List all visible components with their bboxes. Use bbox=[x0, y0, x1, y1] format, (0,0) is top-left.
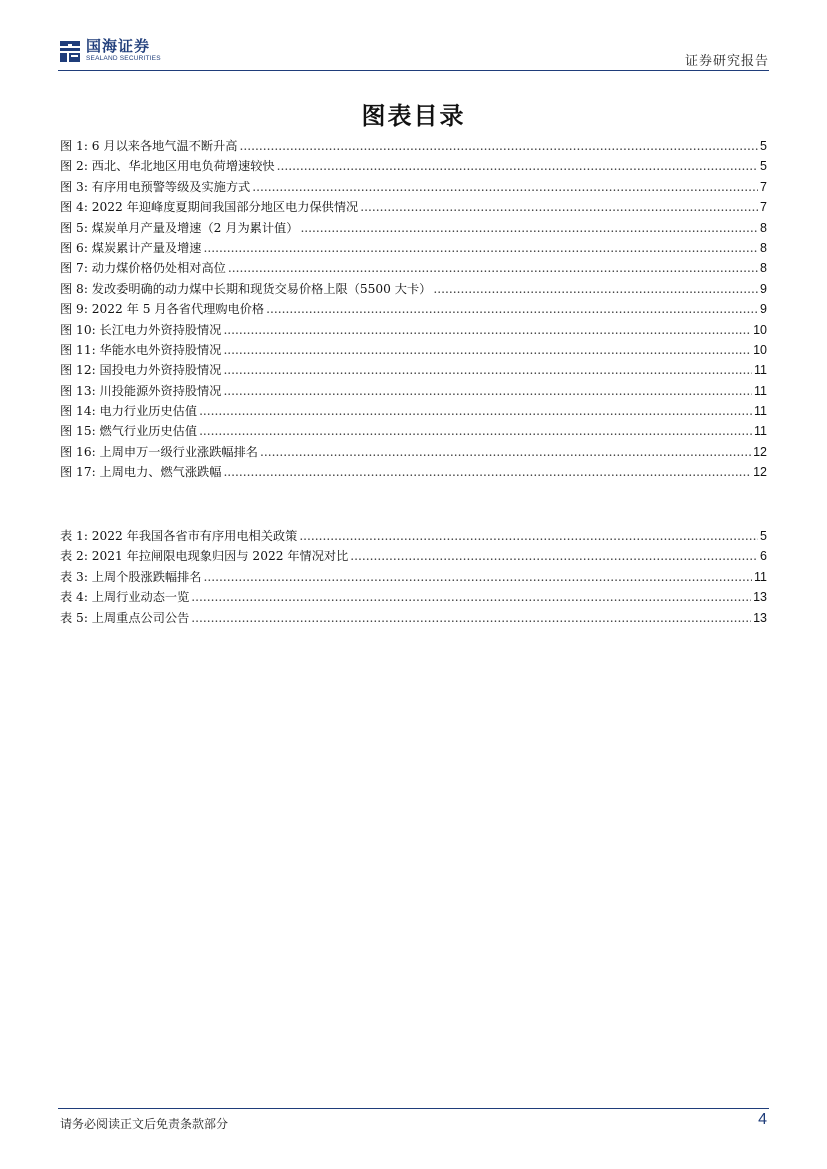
toc-entry[interactable] bbox=[60, 239, 767, 259]
toc-leader-dots bbox=[203, 241, 758, 255]
toc-entry[interactable] bbox=[60, 609, 767, 629]
toc-leader-dots bbox=[299, 529, 758, 543]
toc-entry[interactable] bbox=[60, 137, 767, 157]
toc-entry[interactable] bbox=[60, 300, 767, 320]
toc-entry-label: 表 4: 上周行业动态一览 bbox=[60, 590, 190, 605]
toc-leader-dots bbox=[223, 384, 752, 398]
toc-entry[interactable] bbox=[60, 402, 767, 422]
toc-entry[interactable] bbox=[60, 547, 767, 567]
header-divider bbox=[58, 70, 769, 71]
toc-entry-label: 图 3: 有序用电预警等级及实施方式 bbox=[60, 179, 251, 194]
toc-entry-page: 9 bbox=[760, 281, 767, 296]
toc-entry-label: 图 11: 华能水电外资持股情况 bbox=[60, 342, 222, 357]
toc-entry-label: 表 3: 上周个股涨跌幅排名 bbox=[60, 569, 202, 584]
sealand-logo-icon bbox=[58, 38, 82, 64]
toc-leader-dots bbox=[260, 445, 751, 459]
toc-entry-label: 图 9: 2022 年 5 月各省代理购电价格 bbox=[60, 302, 265, 317]
toc-entry[interactable] bbox=[60, 588, 767, 608]
toc-entry-label: 图 2: 西北、华北地区用电负荷增速较快 bbox=[60, 159, 275, 174]
toc-entry[interactable] bbox=[60, 463, 767, 483]
toc-entry-page: 7 bbox=[760, 179, 767, 194]
logo-chinese-name: 国海证券 bbox=[86, 37, 151, 56]
report-type-label: 证券研究报告 bbox=[684, 54, 769, 69]
toc-entry-page: 5 bbox=[760, 159, 767, 174]
toc-entry[interactable] bbox=[60, 219, 767, 239]
toc-entry-label: 表 5: 上周重点公司公告 bbox=[60, 610, 190, 625]
toc-entry[interactable] bbox=[60, 178, 767, 198]
toc-entry-label: 图 10: 长江电力外资持股情况 bbox=[60, 322, 222, 337]
company-logo bbox=[58, 38, 161, 64]
toc-leader-dots bbox=[223, 465, 751, 479]
toc-leader-dots bbox=[223, 363, 752, 377]
toc-leader-dots bbox=[300, 221, 758, 235]
toc-leader-dots bbox=[223, 343, 751, 357]
toc-leader-dots bbox=[240, 139, 759, 153]
toc-entry-page: 11 bbox=[754, 404, 767, 419]
toc-entry-page: 11 bbox=[754, 363, 767, 378]
toc-entry[interactable] bbox=[60, 157, 767, 177]
page-title: 图表目录 bbox=[361, 102, 466, 130]
toc-entry-page: 11 bbox=[754, 383, 767, 398]
toc-entry[interactable] bbox=[60, 443, 767, 463]
toc-leader-dots bbox=[199, 404, 752, 418]
toc-entry-label: 图 13: 川投能源外资持股情况 bbox=[60, 383, 222, 398]
toc-entry[interactable] bbox=[60, 568, 767, 588]
toc-entry-label: 图 5: 煤炭单月产量及增速（2 月为累计值） bbox=[60, 220, 299, 235]
toc-entry-label: 图 7: 动力煤价格仍处相对高位 bbox=[60, 261, 226, 276]
toc-entry-page: 10 bbox=[753, 322, 767, 337]
toc-leader-dots bbox=[199, 424, 752, 438]
toc-entry-page: 10 bbox=[753, 342, 767, 357]
toc-entry-label: 图 6: 煤炭累计产量及增速 bbox=[60, 240, 202, 255]
toc-entry[interactable] bbox=[60, 361, 767, 381]
toc-entry-page: 8 bbox=[760, 220, 767, 235]
toc-entry[interactable] bbox=[60, 259, 767, 279]
toc-entry[interactable] bbox=[60, 198, 767, 218]
toc-leader-dots bbox=[191, 611, 751, 625]
figure-list bbox=[60, 137, 767, 484]
toc-entry[interactable] bbox=[60, 321, 767, 341]
toc-entry[interactable] bbox=[60, 527, 767, 547]
toc-entry[interactable] bbox=[60, 382, 767, 402]
toc-leader-dots bbox=[223, 323, 751, 337]
toc-entry-page: 8 bbox=[760, 261, 767, 276]
footer-divider bbox=[58, 1108, 769, 1109]
toc-entry-page: 13 bbox=[753, 590, 767, 605]
toc-leader-dots bbox=[360, 200, 758, 214]
page-number: 4 bbox=[758, 1111, 767, 1128]
toc-entry-label: 图 14: 电力行业历史估值 bbox=[60, 404, 198, 419]
toc-entry-page: 13 bbox=[753, 610, 767, 625]
toc-entry-label: 图 4: 2022 年迎峰度夏期间我国部分地区电力保供情况 bbox=[60, 200, 359, 215]
toc-leader-dots bbox=[191, 590, 751, 604]
toc-entry-label: 图 17: 上周电力、燃气涨跌幅 bbox=[60, 465, 222, 480]
footer-disclaimer: 请务必阅读正文后免责条款部分 bbox=[60, 1117, 229, 1131]
toc-leader-dots bbox=[277, 159, 758, 173]
toc-entry-label: 表 2: 2021 年拉闸限电现象归因与 2022 年情况对比 bbox=[60, 549, 349, 564]
toc-leader-dots bbox=[203, 570, 752, 584]
toc-entry-page: 11 bbox=[754, 569, 767, 584]
toc-entry-page: 7 bbox=[760, 200, 767, 215]
toc-entry[interactable] bbox=[60, 341, 767, 361]
table-list bbox=[60, 527, 767, 629]
toc-leader-dots bbox=[252, 180, 758, 194]
toc-entry-page: 11 bbox=[754, 424, 767, 439]
toc-entry-page: 9 bbox=[760, 302, 767, 317]
toc-entry-label: 图 8: 发改委明确的动力煤中长期和现货交易价格上限（5500 大卡） bbox=[60, 281, 432, 296]
toc-entry-page: 5 bbox=[760, 529, 767, 543]
toc-entry-label: 图 12: 国投电力外资持股情况 bbox=[60, 363, 222, 378]
toc-entry-label: 图 16: 上周申万一级行业涨跌幅排名 bbox=[60, 444, 258, 459]
toc-entry-label: 图 15: 燃气行业历史估值 bbox=[60, 424, 198, 439]
toc-entry[interactable] bbox=[60, 422, 767, 442]
toc-leader-dots bbox=[433, 282, 758, 296]
toc-leader-dots bbox=[350, 549, 758, 563]
toc-entry-page: 6 bbox=[760, 549, 767, 564]
toc-entry-label: 图 1: 6 月以来各地气温不断升高 bbox=[60, 139, 238, 153]
toc-entry[interactable] bbox=[60, 280, 767, 300]
toc-entry-page: 5 bbox=[760, 139, 767, 153]
toc-entry-page: 12 bbox=[753, 465, 767, 480]
toc-leader-dots bbox=[228, 261, 758, 275]
logo-english-name: SEALAND SECURITIES bbox=[86, 55, 161, 63]
page-header bbox=[58, 38, 769, 70]
toc-entry-page: 12 bbox=[753, 444, 767, 459]
toc-leader-dots bbox=[266, 302, 758, 316]
toc-entry-label: 表 1: 2022 年我国各省市有序用电相关政策 bbox=[60, 529, 298, 543]
toc-entry-page: 8 bbox=[760, 240, 767, 255]
